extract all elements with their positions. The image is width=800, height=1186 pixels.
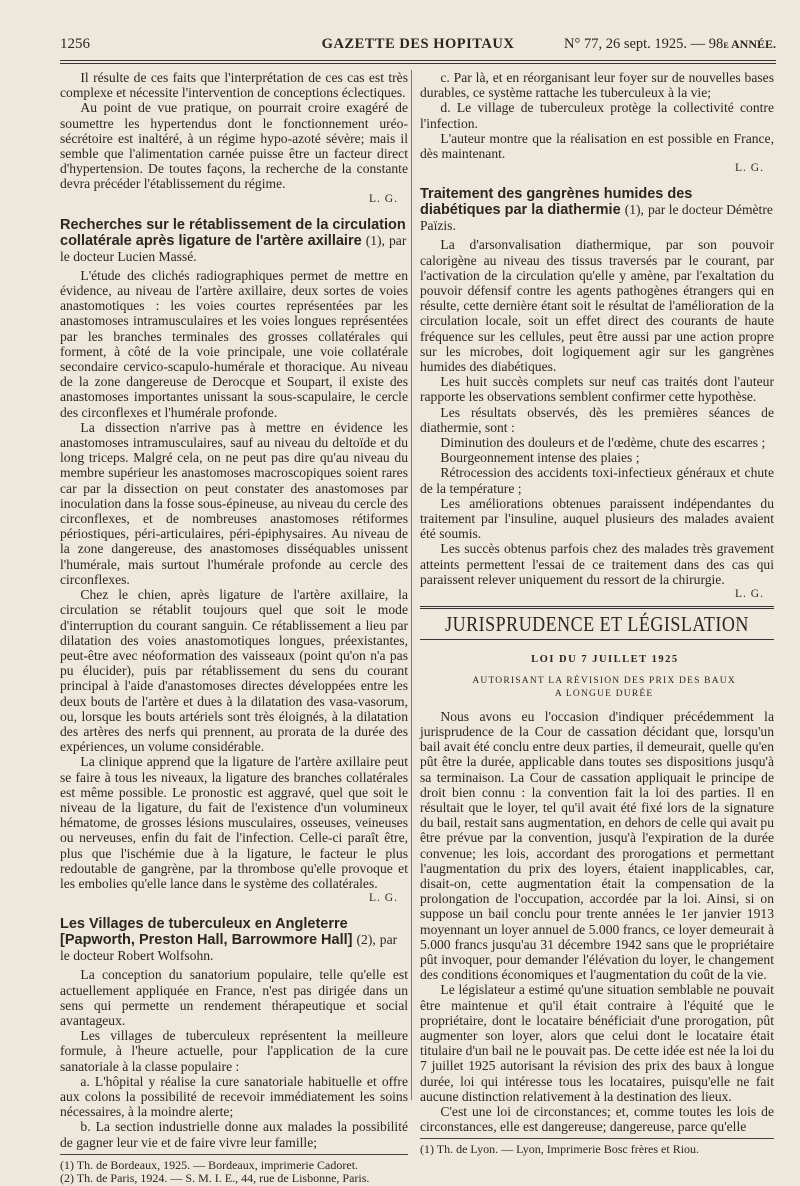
note-ref: (2),	[356, 932, 376, 948]
paragraph: Les villages de tuberculeux représentent la meilleure formule, à l'heure actuelle, pour l'application de la cure sanatoriale à la classe populaire :	[60, 1028, 408, 1074]
signature: L. G.	[369, 892, 398, 905]
paragraph: L'auteur montre que la réalisation en est possible en France, dès maintenant.	[420, 130, 774, 162]
paragraph: a. L'hôpital y réalise la cure sanatoriale habituelle et offre aux colons la possibilité de recevoir immédiatement les soins nécessaires, à la moindre alerte;	[60, 1073, 408, 1120]
journal-title: GAZETTE DES HOPITAUX	[321, 36, 515, 52]
paragraph: b. La section industrielle donne aux malades la possibilité de gagner leur vie et de faire vivre leur famille;	[60, 1119, 408, 1150]
footnote: (1) Th. de Bordeaux, 1925. — Bordeaux, imprimerie Cadoret.	[60, 1157, 359, 1172]
paragraph: La d'arsonvalisation diathermique, par son pouvoir calorigène au niveau des tissus traversés par le courant, par l'activation de la circulation qu'elle y amène, par l'exaltation du pouvoir défensif contre les agents pathogènes étrangers qui en résulte, cette dernière étant soit le résultat de l'amélioration de la circulation locale, soit un effet direct des courants de haute fréquence sur les cellules, peut être aussi par une action propre sur les microbes, doit logiquement agir sur les gangrènes humides des diabétiques.	[420, 237, 774, 375]
paragraph: Au point de vue pratique, on pourrait croire exagéré de soumettre les hypertendus dont le fonctionnement uréo-sécrétoire est inaltéré, à un régime hypo-azoté sévère; mais il semble que l'alimentation carnée puisse être un facteur direct d'hypertension. De toutes façons, la recherche de la constante devra précéder l'établissement du régime.	[60, 100, 408, 192]
paragraph: Les améliorations obtenues paraissent indépendantes du traitement par l'insuline, auquel plusieurs des malades avaient été soumis.	[420, 495, 774, 542]
article-title-text: Les Villages de tuberculeux en Angleterre [Papworth, Preston Hall, Barrowmore Hall]	[60, 916, 353, 949]
column-divider	[411, 70, 412, 1100]
header-rule	[60, 60, 776, 61]
footnote: (2) Th. de Paris, 1924. — S. M. I. E., 44, rue de Lisbonne, Paris.	[60, 1171, 370, 1186]
paragraph: L'étude des clichés radiographiques permet de mettre en évidence, au niveau de l'artère axillaire, deux sortes de voies anastomotiques : les voies courtes représentées par les anastomoses intramusculaires et les voies longues représentées par les branches terminales des grosses collatérales qui forment, à côté de la voie principale, une voie collatérale secondaire cervico-scapulo-humérale et thoracique. Au niveau de la zone dangereuse de Derocque et Soupart, il existe des anastomoses importantes unissant la sous-scapulaire, le cercle des circonflexes et l'humérale profonde.	[60, 267, 408, 420]
left-column	[60, 70, 408, 1186]
header-rule-2	[60, 63, 776, 64]
paragraph: C'est une loi de circonstances; et, comme toutes les lois de circonstances, elle est dangereuse; dangereuse, parce qu'elle	[420, 1103, 774, 1135]
paragraph: Nous avons eu l'occasion d'indiquer précédemment la jurisprudence de la Cour de cassation décidant que, lorsqu'un bail avait été conclu entre deux parties, il demeurait, quelle qu'en pût être la durée, applicable dans toutes ses dispositions jusqu'à sa terminaison. La Cour de cassation appliquait le principe de droit bien connu : la convention fait la loi des parties. Il en résultait que le loyer, tel qu'il avait été fixé lors de la signature du bail, restait sans augmentation, en dehors de celle qui avait pu être prévue par la convention, jusqu'à l'expiration de la durée convenue; les lois, accordant des prorogations et permettant l'augmentation du prix des loyers, étaient inapplicables, car, disait-on, cette augmentation était la compensation de la prolongation de l'occupation, accordée par la loi. Ainsi, si on suppose un bail conclu pour trente années le 1er janvier 1913 moyennant un loyer annuel de 5.000 francs, ce loyer demeurait à 5.000 francs jusqu'au 31 décembre 1942 sans que le propriétaire pût invoquer, pour demander l'élévation du loyer, le changement des conditions économiques et l'augmentation du coût de la vie.	[420, 708, 774, 983]
signature: L. G.	[735, 162, 764, 175]
right-column	[420, 70, 774, 1157]
paragraph: c. Par là, et en réorganisant leur foyer sur de nouvelles bases durables, ce système rattache les tuberculeux à la vie;	[420, 70, 774, 101]
article-title	[60, 217, 408, 265]
article-author: par le docteur Démètre Païzis.	[420, 202, 773, 234]
issue-date: N° 77, 26 sept. 1925. — 98	[564, 36, 724, 52]
note-ref: (1),	[365, 232, 385, 248]
signature: L. G.	[369, 192, 398, 205]
paragraph: Chez le chien, après ligature de l'artère axillaire, la circulation se rétablit toujours quel que soit le mode d'interruption du courant sanguin. Ce rétablissement a lieu par dilatation des voies anastomotiques longues, préexistantes, peut-être avec néoformation des vaisseaux (point qu'on n'a pas pu élucider), puis par rétablissement du sens du courant principal à l'aide d'anastomoses directes développées entre les deux bouts de l'artère et dues à la dilatation des vasa-vasorum, ou, lorsque les bouts artériels sont très éloignés, à la dilatation des artères des nerfs qui prennent, au prorata de la durée des expériences, un volume considérable.	[60, 587, 408, 755]
paragraph: Il résulte de ces faits que l'interprétation de ces cas est très complexe et nécessite l'intervention de conceptions éclectiques.	[60, 70, 408, 101]
paragraph: Les huit succès complets sur neuf cas traités dont l'auteur rapporte les observations semblent confirmer cette hypothèse.	[420, 374, 774, 405]
paragraph: d. Le village de tuberculeux protège la collectivité contre l'infection.	[420, 100, 774, 131]
note-ref: (1),	[624, 202, 644, 218]
article-author: par le docteur Lucien Massé.	[60, 232, 407, 264]
issue-info	[564, 36, 776, 53]
running-header	[60, 36, 776, 58]
law-subtitle: AUTORISANT LA RÉVISION DES PRIX DES BAUX	[472, 675, 736, 686]
paragraph: La conception du sanatorium populaire, telle qu'elle est actuellement appliquée en France, n'est pas dirigée dans un sens qui permette un rendement thérapeutique et social avantageux.	[60, 967, 408, 1028]
issue-year: e ANNÉE.	[723, 37, 776, 51]
signature: L. G.	[735, 588, 764, 601]
section-rule-bottom	[420, 639, 774, 640]
section-rule	[420, 606, 774, 609]
paragraph: La clinique apprend que la ligature de l'artère axillaire peut se faire à tous les niveaux, la ligature des branches collatérales est même possible. Le pronostic est aggravé, quel que soit le niveau de la ligature, du fait de l'existence d'un volumineux hématome, de grosses lésions musculaires, osseuses, veineuses ou nerveuses, enfin du fait de l'infection. Celle-ci paraît être, plus que l'ischémie due à la ligature, le facteur le plus redoutable de gangrène, par la thrombose qu'elle provoque et les embolies qu'elle lance dans le système des collatérales.	[60, 754, 408, 891]
paragraph: Les résultats observés, dès les premières séances de diathermie, sont :	[420, 404, 774, 435]
page-number: 1256	[60, 36, 90, 52]
article-title	[60, 916, 408, 964]
section-heading: JURISPRUDENCE ET LÉGISLATION	[445, 612, 749, 636]
footnote-rule	[60, 1154, 408, 1155]
paragraph: Le législateur a estimé qu'une situation semblable ne pouvait être maintenue et qu'il était contraire à l'équité que le propriétaire, dont le locataire bénéficiait d'une prorogation, pût augmenter son loyer, alors que celui dont le locataire était titulaire d'un bail ne le pouvait pas. De cette idée est née la loi du 7 juillet 1925 autorisant la révision des prix des baux à longue durée, loi qui intéresse tous les locataires, puisqu'elle ne fait aucune distinction relativement à la destination des lieux.	[420, 982, 774, 1104]
paragraph: Les succès obtenus parfois chez des malades très gravement atteints permettent l'essai de ce traitement dans des cas qui paraissent relever uniquement du ressort de la chirurgie.	[420, 541, 774, 587]
law-subtitle: A LONGUE DURÉE	[554, 688, 654, 699]
article-title-text: Traitement des gangrènes humides des diabétiques par la diathermie	[420, 186, 693, 219]
paragraph: Diminution des douleurs et de l'œdème, chute des escarres ;	[440, 435, 766, 451]
article-title-text: Recherches sur le rétablissement de la circulation collatérale après ligature de l'artère axillaire	[60, 216, 406, 249]
footnote: (1) Th. de Lyon. — Lyon, Imprimerie Bosc frères et Riou.	[420, 1142, 700, 1157]
article-author: par le docteur Robert Wolfsohn.	[60, 932, 398, 964]
law-title: LOI DU 7 JUILLET 1925	[531, 653, 679, 665]
article-title	[420, 186, 774, 234]
footnote-rule	[420, 1138, 774, 1139]
paragraph: Rétrocession des accidents toxi-infectieux généraux et chute de la température ;	[420, 465, 774, 496]
paragraph: Bourgeonnement intense des plaies ;	[440, 450, 640, 466]
paragraph: La dissection n'arrive pas à mettre en évidence les anastomoses intramusculaires, sauf au niveau du deltoïde et du long triceps. Malgré cela, on ne peut pas dire qu'au niveau du membre supérieur les anastomoses macroscopiques soient rares car par la dissection on peut constater des anastomoses par inoculation dans la fosse sous-épineuse, au niveau du cercle des circonflexes, et de nombreuses anastomoses rétiformes périostiques, péri-articulaires, péri-épiphysaires. Au niveau de la zone dangereuse, des anastomoses disséquables unissent l'humérale, mais surtout l'humérale profonde au cercle des circonflexes.	[60, 419, 408, 587]
